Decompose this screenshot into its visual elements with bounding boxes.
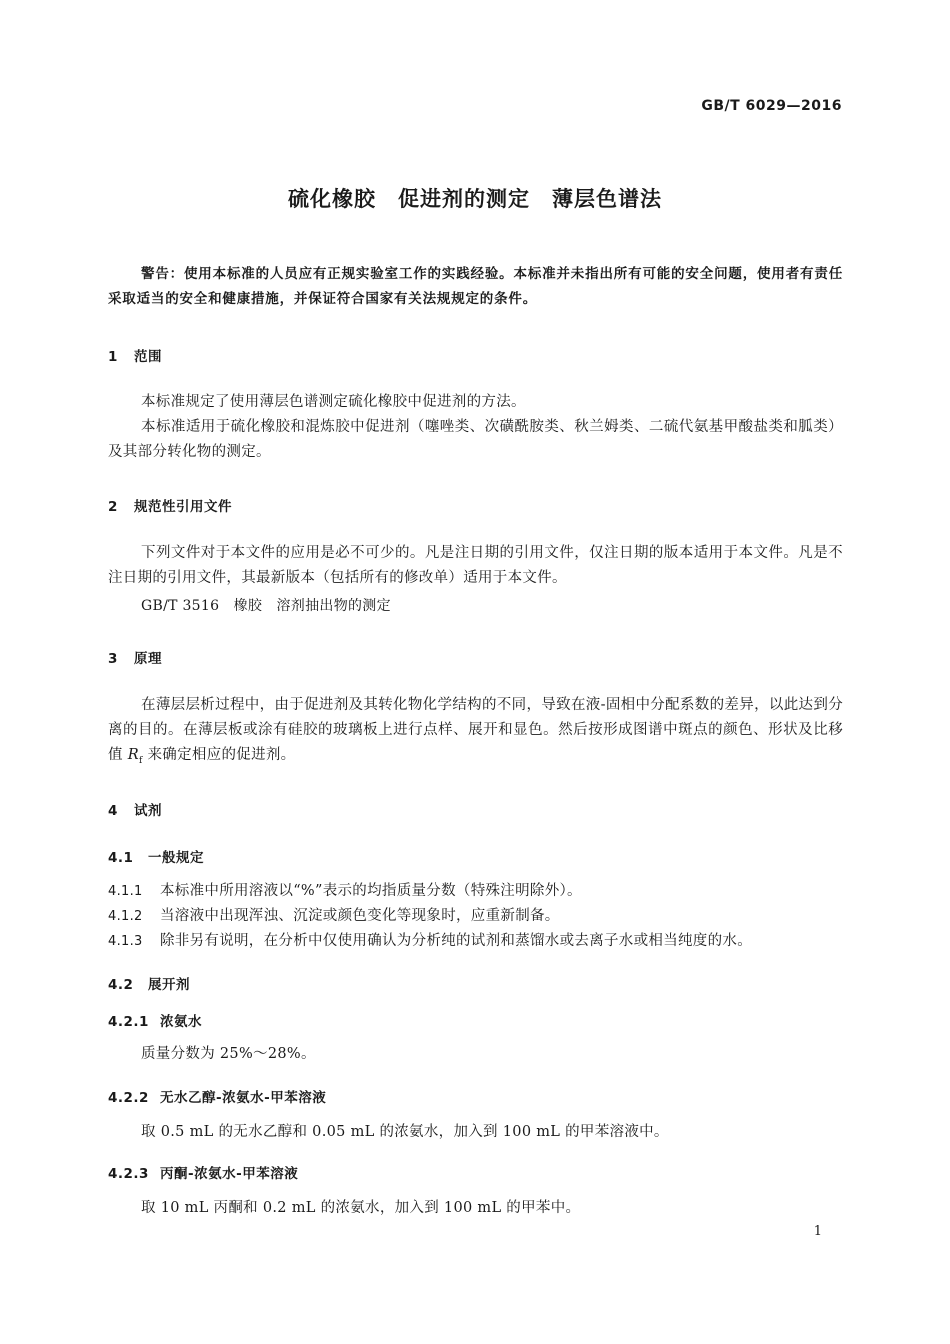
section-title: 一般规定: [148, 850, 204, 866]
page-number: 1: [813, 1224, 822, 1239]
clause-number: 4.1.1: [108, 884, 143, 899]
section-4-2-2-heading: [108, 1086, 326, 1106]
standard-number: GB/T 6029—2016: [701, 98, 842, 114]
clause-4-1-3: [108, 930, 848, 953]
section-title: 浓氨水: [160, 1014, 202, 1030]
section-number: 3: [108, 651, 118, 667]
section-2-heading: [108, 495, 232, 515]
section-title: 展开剂: [148, 977, 190, 993]
section-title: 丙酮-浓氨水-甲苯溶液: [160, 1166, 299, 1182]
section-3-heading: [108, 647, 162, 667]
normative-reference: GB/T 3516 橡胶 溶剂抽出物的测定: [141, 598, 391, 614]
section-number: 4.2: [108, 977, 134, 993]
section-number: 4.2.3: [108, 1166, 149, 1182]
section-number: 4.2.2: [108, 1090, 149, 1106]
section-title: 范围: [134, 349, 162, 365]
section-4-2-3-heading: [108, 1162, 298, 1182]
document-title: [0, 183, 950, 213]
section-3-paragraph-1: [108, 693, 843, 774]
clause-4-1-2: [108, 905, 848, 928]
section-1-paragraph-2: 本标准适用于硫化橡胶和混炼胶中促进剂（噻唑类、次磺酰胺类、秋兰姆类、二硫代氨基甲酸盐类和胍类）及其部分转化物的测定。: [108, 419, 843, 460]
section-title: 无水乙醇-浓氨水-甲苯溶液: [160, 1090, 327, 1106]
section-4-2-3-text: 取 10 mL 丙酮和 0.2 mL 的浓氨水，加入到 100 mL 的甲苯中。: [141, 1200, 581, 1216]
title-part-2: 促进剂的测定: [398, 187, 530, 211]
title-part-3: 薄层色谱法: [552, 187, 662, 211]
section-title: 规范性引用文件: [134, 499, 232, 515]
section-title: 试剂: [134, 803, 162, 819]
section-number: 1: [108, 349, 118, 365]
clause-4-1-1: [108, 880, 848, 903]
section-number: 4.2.1: [108, 1014, 149, 1030]
section-4-2-heading: [108, 973, 190, 993]
warning-paragraph: 警告：使用本标准的人员应有正规实验室工作的实践经验。本标准并未指出所有可能的安全问题，使用者有责任采取适当的安全和健康措施，并保证符合国家有关法规规定的条件。: [108, 266, 843, 307]
rf-symbol: R: [127, 747, 139, 763]
rf-subscript: f: [138, 755, 143, 766]
section-4-1-heading: [108, 846, 204, 866]
clause-text: 当溶液中出现浑浊、沉淀或颜色变化等现象时，应重新制备。: [160, 908, 560, 924]
principle-text-b: 来确定相应的促进剂。: [142, 747, 296, 763]
section-4-2-2-text: 取 0.5 mL 的无水乙醇和 0.05 mL 的浓氨水，加入到 100 mL 的甲苯溶液中。: [141, 1124, 669, 1140]
section-4-heading: [108, 799, 162, 819]
clause-text: 本标准中所用溶液以“%”表示的均指质量分数（特殊注明除外）。: [160, 883, 582, 899]
section-4-2-1-heading: [108, 1010, 202, 1030]
section-title: 原理: [134, 651, 162, 667]
clause-text: 除非另有说明，在分析中仅使用确认为分析纯的试剂和蒸馏水或去离子水或相当纯度的水。: [160, 933, 752, 949]
section-4-2-1-text: 质量分数为 25%～28%。: [141, 1046, 316, 1062]
clause-number: 4.1.3: [108, 934, 143, 949]
principle-text-a: 在薄层层析过程中，由于促进剂及其转化物化学结构的不同，导致在液-固相中分配系数的差异，以此达到分离的目的。在薄层板或涂有硅胶的玻璃板上进行点样、展开和显色。然后按形成图谱中斑点的颜色、形状及比移值: [108, 697, 843, 763]
clause-number: 4.1.2: [108, 909, 143, 924]
section-1-heading: [108, 345, 162, 365]
section-1-paragraph-1: 本标准规定了使用薄层色谱测定硫化橡胶中促进剂的方法。: [141, 394, 526, 410]
section-number: 4.1: [108, 850, 134, 866]
section-number: 4: [108, 803, 118, 819]
section-number: 2: [108, 499, 118, 515]
section-2-paragraph-1: 下列文件对于本文件的应用是必不可少的。凡是注日期的引用文件，仅注日期的版本适用于本文件。凡是不注日期的引用文件，其最新版本（包括所有的修改单）适用于本文件。: [108, 545, 843, 586]
title-part-1: 硫化橡胶: [288, 187, 376, 211]
